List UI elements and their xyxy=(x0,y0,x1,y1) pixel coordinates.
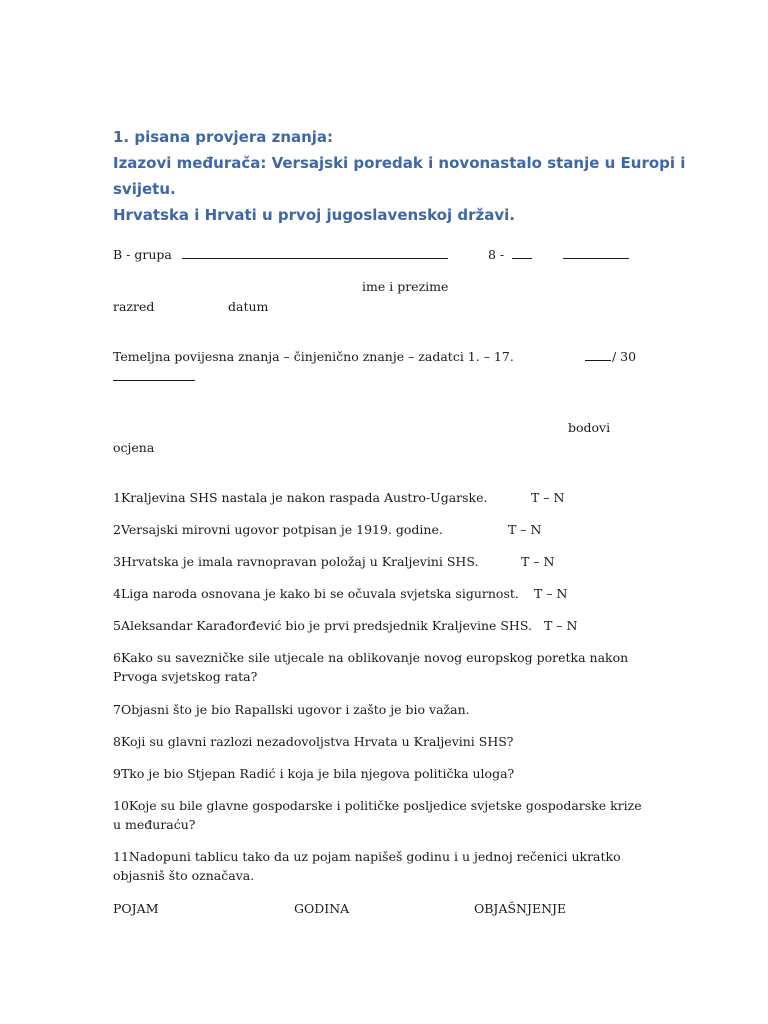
true-false-choice[interactable]: T – N xyxy=(544,618,578,633)
points-blank[interactable] xyxy=(585,346,611,361)
question-text: 2Versajski mirovni ugovor potpisan je 1919. godine. xyxy=(113,522,443,537)
true-false-choice[interactable]: T – N xyxy=(534,586,568,601)
column-header-term: POJAM xyxy=(113,901,159,916)
name-blank[interactable] xyxy=(182,244,448,259)
grade-blank[interactable] xyxy=(113,366,195,381)
question-text: 1Kraljevina SHS nastala je nakon raspada Austro-Ugarske. xyxy=(113,490,488,505)
question-text: 3Hrvatska je imala ravnopravan položaj u Kraljevini SHS. xyxy=(113,554,479,569)
grade-label: ocjena xyxy=(113,440,155,455)
title-line-3: svijetu. xyxy=(113,180,176,198)
title-line-2: Izazovi međurača: Versajski poredak i novonastalo stanje u Europi i xyxy=(113,154,686,172)
list-item: 8Koji su glavni razlozi nezadovoljstva Hrvata u Kraljevini SHS? xyxy=(113,734,514,749)
class-section-blank[interactable] xyxy=(512,244,532,259)
list-item: 6Kako su savezničke sile utjecale na oblikovanje novog europskog poretka nakon Prvoga svjetskog rata? xyxy=(113,650,629,684)
question-text: 5Aleksandar Karađorđević bio je prvi predsjednik Kraljevine SHS. xyxy=(113,618,532,633)
page-title xyxy=(113,124,686,228)
section-label: Temeljna povijesna znanja – činjenično znanje – zadatci 1. – 17. xyxy=(113,349,514,364)
list-item: 10Koje su bile glavne gospodarske i političke posljedice svjetske gospodarske krize u međuraću? xyxy=(113,798,642,832)
list-item: 11Nadopuni tablicu tako da uz pojam napišeš godinu i u jednoj rečenici ukratko objasniš što označava. xyxy=(113,849,621,883)
max-points: / 30 xyxy=(612,349,637,364)
title-line-1: 1. pisana provjera znanja: xyxy=(113,128,334,146)
true-false-choice[interactable]: T – N xyxy=(521,554,555,569)
column-header-year: GODINA xyxy=(294,901,350,916)
column-header-explanation: OBJAŠNJENJE xyxy=(474,901,567,916)
group-label: B - grupa xyxy=(113,247,172,262)
title-line-4: Hrvatska i Hrvati u prvoj jugoslavenskoj državi. xyxy=(113,206,515,224)
date-label: datum xyxy=(228,299,269,314)
question-text: 4Liga naroda osnovana je kako bi se očuvala svjetska sigurnost. xyxy=(113,586,519,601)
points-label: bodovi xyxy=(568,420,611,435)
class-label: razred xyxy=(113,299,155,314)
date-blank[interactable] xyxy=(563,244,629,259)
true-false-choice[interactable]: T – N xyxy=(531,490,565,505)
list-item: 9Tko je bio Stjepan Radić i koja je bila njegova politička uloga? xyxy=(113,766,515,781)
class-number: 8 - xyxy=(488,247,505,262)
true-false-choice[interactable]: T – N xyxy=(508,522,542,537)
list-item: 7Objasni što je bio Rapallski ugovor i zašto je bio važan. xyxy=(113,702,470,717)
name-label: ime i prezime xyxy=(362,279,449,294)
